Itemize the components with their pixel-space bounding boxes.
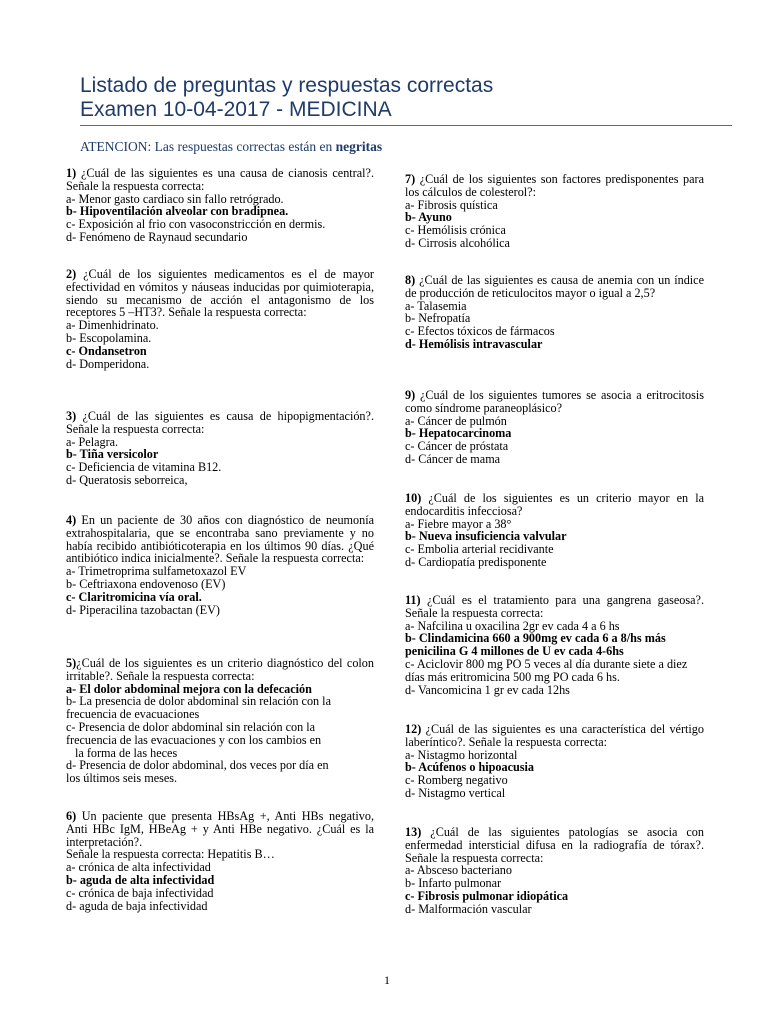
option-b-correct: b- Nueva insuficiencia valvular: [405, 529, 567, 544]
option-c-continued: frecuencia de las evacuaciones y con los cambios en: [66, 732, 322, 747]
question-number: 6): [66, 809, 77, 823]
question-11: [405, 594, 704, 696]
option-a: a- Nafcilina u oxacilina 2gr ev cada 4 a 6 hs: [405, 618, 620, 633]
question-number: 2): [66, 267, 77, 281]
question-stem: ¿Cuál de las siguientes es causa de hipopigmentación?. Señale la respuesta correcta:: [66, 409, 374, 436]
question-stem: ¿Cuál de los siguientes es un criterio mayor en la endocarditis infecciosa?: [405, 491, 704, 518]
question-13: [405, 826, 704, 916]
option-a: a- Talasemia: [405, 298, 467, 313]
question-number: 10): [405, 491, 422, 505]
question-5: [66, 657, 374, 785]
option-a: a- Pelagra.: [66, 434, 119, 449]
option-b-continued: frecuencia de evacuaciones: [66, 707, 200, 722]
question-2: [66, 268, 374, 370]
question-stem: ¿Cuál de los siguientes es un criterio diagnóstico del colon irritable?. Señale la respuesta correcta:: [66, 656, 374, 683]
option-a: a- crónica de alta infectividad: [66, 860, 211, 875]
question-8: [405, 274, 704, 351]
question-7: [405, 173, 704, 250]
notice-text: ATENCION: Las respuestas correctas están en: [80, 139, 336, 154]
question-stem: ¿Cuál es el tratamiento para una gangrena gaseosa?. Señale la respuesta correcta:: [405, 593, 704, 620]
option-b-correct: b- Hepatocarcinoma: [405, 426, 512, 441]
question-4: [66, 514, 374, 616]
question-10: [405, 492, 704, 569]
option-a: a- Fiebre mayor a 38°: [405, 516, 512, 531]
option-a: a- Dimenhidrinato.: [66, 318, 159, 333]
option-b-correct: b- Hipoventilación alveolar con bradipnea.: [66, 204, 289, 219]
option-d: d- Queratosis seborreica,: [66, 472, 188, 487]
option-a: a- Menor gasto cardiaco sin fallo retrógrado.: [66, 191, 284, 206]
question-stem: En un paciente de 30 años con diagnóstico de neumonía extrahospitalaria, que se encontraba sano previamente y no había recibido antibióticoterapia en los últimos 90 días. ¿Qué antibiótico indica inicialmente?. Señale la respuesta correcta:: [66, 513, 374, 566]
question-stem: ¿Cuál de las siguientes patologías se asocia con enfermedad intersticial difusa en la radiografía de tórax?. Señale la respuesta correcta:: [405, 825, 704, 865]
question-stem: ¿Cuál de las siguientes es una causa de cianosis central?. Señale la respuesta correcta:: [66, 166, 374, 193]
option-c: c- Cáncer de próstata: [405, 439, 509, 454]
notice-bold: negritas: [335, 139, 383, 154]
option-d: d- Nistagmo vertical: [405, 785, 506, 800]
option-d: d- Malformación vascular: [405, 901, 532, 916]
question-stem: Un paciente que presenta HBsAg +, Anti HBs negativo, Anti HBc IgM, HBeAg + y Anti HBe negativo. ¿Cuál es la interpretación?.: [66, 809, 374, 849]
option-a: a- Trimetroprima sulfametoxazol EV: [66, 564, 247, 579]
question-number: 3): [66, 409, 77, 423]
question-stem: ¿Cuál de los siguientes medicamentos es el de mayor efectividad en vómitos y náuseas inducidas por quimioterapia, siendo su mecanismo de acción el antagonismo de los receptores 5 –HT3?. Señale la respuesta correcta:: [66, 267, 374, 320]
question-number: 13): [405, 825, 422, 839]
option-d: d- Cáncer de mama: [405, 451, 501, 466]
question-1: [66, 167, 374, 244]
option-d-continued: los últimos seis meses.: [66, 771, 178, 786]
option-c: c- Romberg negativo: [405, 773, 508, 788]
option-c-correct: c- Fibrosis pulmonar idiopática: [405, 888, 569, 903]
option-d: d- Vancomicina 1 gr ev cada 12hs: [405, 682, 570, 697]
page-number: 1: [384, 973, 390, 987]
option-d: d- Presencia de dolor abdominal, dos veces por día en: [66, 758, 329, 773]
title-line-1: Listado de preguntas y respuestas correctas: [80, 74, 494, 97]
option-d-correct: d- Hemólisis intravascular: [405, 336, 543, 351]
attention-notice: [80, 139, 382, 155]
option-b: b- Nefropatía: [405, 311, 471, 326]
question-6: [66, 810, 374, 912]
option-c-correct: c- Claritromicina vía oral.: [66, 589, 202, 604]
option-c: c- crónica de baja infectividad: [66, 885, 214, 900]
question-stem-2: Señale la respuesta correcta: Hepatitis B…: [66, 847, 275, 862]
question-number: 11): [405, 593, 421, 607]
option-c: c- Embolia arterial recidivante: [405, 542, 554, 557]
option-c: c- Efectos tóxicos de fármacos: [405, 324, 555, 339]
title-divider: [80, 125, 732, 126]
option-d: d- Piperacilina tazobactan (EV): [66, 602, 220, 617]
option-c-correct: c- Ondansetron: [66, 343, 147, 358]
question-stem: ¿Cuál de las siguientes es causa de anemia con un índice de producción de reticulocitos mayor o igual a 2,5?: [405, 273, 704, 300]
question-number: 4): [66, 513, 77, 527]
question-number: 12): [405, 722, 422, 736]
question-number: 1): [66, 166, 77, 180]
question-number: 8): [405, 273, 416, 287]
option-c: c- Deficiencia de vitamina B12.: [66, 460, 222, 475]
option-a-correct: a- El dolor abdominal mejora con la defecación: [66, 681, 312, 696]
option-b: b- Ceftriaxona endovenoso (EV): [66, 576, 226, 591]
question-stem: ¿Cuál de los siguientes tumores se asocia a eritrocitosis como síndrome paraneoplásico?: [405, 388, 704, 415]
option-b: b- Infarto pulmonar: [405, 876, 502, 891]
option-c: c- Hemólisis crónica: [405, 223, 506, 238]
option-b: b- La presencia de dolor abdominal sin relación con la: [66, 694, 331, 709]
option-c: c- Aciclovir 800 mg PO 5 veces al día durante siete a diez días más eritromicina 500 mg PO cada 6 hs.: [405, 656, 688, 684]
option-b: b- Escopolamina.: [66, 330, 152, 345]
option-c: c- Exposición al frio con vasoconstricción en dermis.: [66, 217, 326, 232]
question-3: [66, 410, 374, 487]
option-d: d- Cardiopatía predisponente: [405, 554, 547, 569]
document-title: [80, 74, 493, 122]
option-b-correct: b- Ayuno: [405, 210, 452, 225]
option-a: a- Cáncer de pulmón: [405, 413, 507, 428]
option-d: d- Cirrosis alcohólica: [405, 235, 510, 250]
option-a: a- Fibrosis quística: [405, 197, 498, 212]
question-stem: ¿Cuál de las siguientes es una característica del vértigo laberíntico?. Señale la respuesta correcta:: [405, 722, 704, 749]
option-b-correct: b- Tiña versicolor: [66, 447, 159, 462]
option-d: d- Domperidona.: [66, 356, 150, 371]
question-9: [405, 389, 704, 466]
question-number: 7): [405, 172, 416, 186]
option-a: a- Absceso bacteriano: [405, 863, 512, 878]
question-number: 5): [66, 656, 77, 670]
title-line-2: Examen 10-04-2017 - MEDICINA: [80, 98, 392, 121]
option-a: a- Nistagmo horizontal: [405, 747, 518, 762]
question-stem: ¿Cuál de los siguientes son factores predisponentes para los cálculos de colesterol?:: [405, 172, 704, 199]
option-d: d- Fenómeno de Raynaud secundario: [66, 229, 248, 244]
option-c-continued-2: la forma de las heces: [75, 745, 178, 760]
question-12: [405, 723, 704, 800]
option-b-correct: b- aguda de alta infectividad: [66, 872, 215, 887]
option-b-correct: b- Clindamicina 660 a 900mg ev cada 6 a 8/hs más penicilina G 4 millones de U ev cada 4-6hs: [405, 631, 666, 659]
option-c: c- Presencia de dolor abdominal sin relación con la: [66, 719, 316, 734]
question-number: 9): [405, 388, 416, 402]
option-b-correct: b- Acúfenos o hipoacusia: [405, 760, 535, 775]
option-d: d- aguda de baja infectividad: [66, 898, 208, 913]
